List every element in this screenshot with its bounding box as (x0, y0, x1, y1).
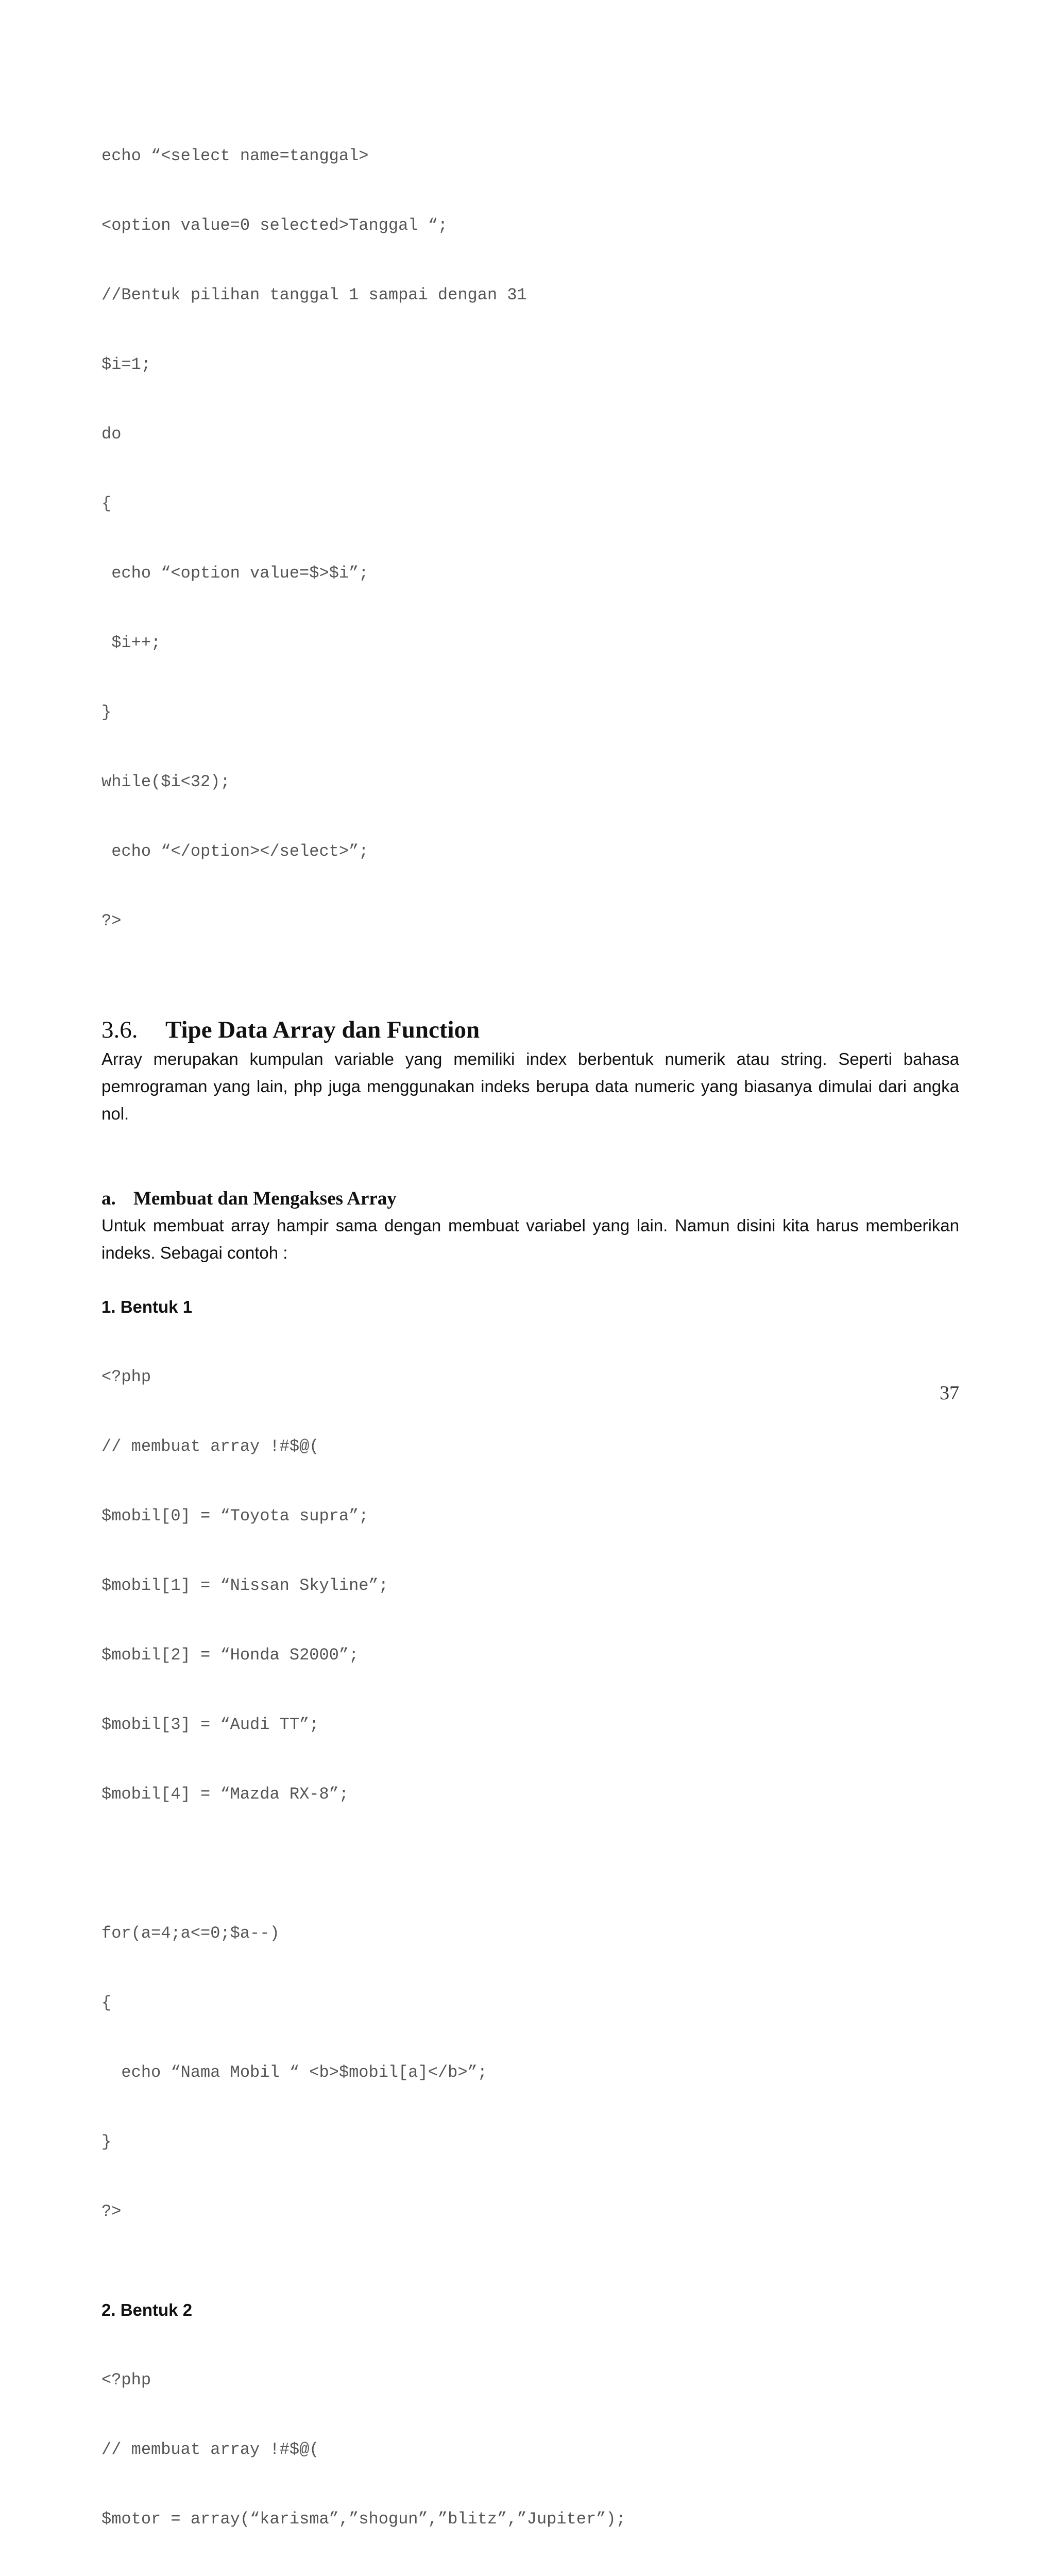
code-line: { (101, 1993, 112, 2012)
subsection-paragraph: Untuk membuat array hampir sama dengan membuat variabel yang lain. Namun disini kita harus memberikan indeks. Sebagai contoh : (101, 1216, 959, 1262)
code-line: $mobil[3] = “Audi TT”; (101, 1715, 319, 1734)
subsection-heading (101, 1186, 959, 1212)
code-line: $mobil[0] = “Toyota supra”; (101, 1506, 369, 1526)
code-line: for(a=4;a<=0;$a--) (101, 1924, 280, 1943)
code-line: <?php (101, 2370, 151, 2389)
code-line: $i=1; (101, 355, 151, 374)
code-line: $motor = array(“karisma”,”shogun”,”blitz”,”Jupiter”); (101, 2510, 626, 2529)
section-heading (101, 1014, 959, 1045)
code-line: $mobil[4] = “Mazda RX-8”; (101, 1785, 349, 1804)
code-line: // membuat array !#$@( (101, 1437, 319, 1456)
code-block-bentuk-2 (101, 2322, 959, 2576)
code-line: echo “</option></select>”; (101, 842, 369, 861)
code-line (101, 1852, 959, 1875)
code-block-bentuk-1 (101, 1319, 959, 2269)
code-line: //Bentuk pilihan tanggal 1 sampai dengan 31 (101, 285, 527, 304)
bentuk-1-heading: 1. Bentuk 1 (101, 1297, 193, 1316)
code-line: } (101, 703, 112, 722)
section-number: 3.6. (101, 1016, 138, 1043)
code-line: echo “Nama Mobil “ <b>$mobil[a]</b>”; (101, 2063, 487, 2082)
subsection-number: a. (101, 1188, 116, 1209)
section-paragraph: Array merupakan kumpulan variable yang memiliki index berbentuk numerik atau string. Seperti bahasa pemrograman yang lain, php juga menggunakan indeks berupa data numeric yang biasanya dimulai dari angka nol. (101, 1049, 959, 1123)
code-line: <?php (101, 1367, 151, 1386)
code-line: ?> (101, 911, 122, 930)
code-line: while($i<32); (101, 772, 230, 791)
code-line: do (101, 425, 122, 444)
page-number: 37 (940, 1382, 959, 1404)
code-line: $mobil[1] = “Nissan Skyline”; (101, 1576, 388, 1595)
code-line: $mobil[2] = “Honda S2000”; (101, 1646, 359, 1665)
code-line: echo “<select name=tanggal> (101, 146, 369, 165)
bentuk-2-heading: 2. Bentuk 2 (101, 2300, 193, 2319)
code-line: ?> (101, 2202, 122, 2221)
code-line: // membuat array !#$@( (101, 2440, 319, 2459)
code-line: <option value=0 selected>Tanggal “; (101, 216, 448, 235)
code-line: { (101, 494, 112, 513)
section-title: Tipe Data Array dan Function (165, 1016, 480, 1043)
code-line: $i++; (101, 633, 161, 652)
page-content (101, 98, 959, 2576)
code-block-select-tanggal (101, 98, 959, 979)
subsection-title: Membuat dan Mengakses Array (133, 1188, 397, 1209)
code-line: echo “<option value=$>$i”; (101, 564, 369, 583)
code-line: } (101, 2132, 112, 2151)
